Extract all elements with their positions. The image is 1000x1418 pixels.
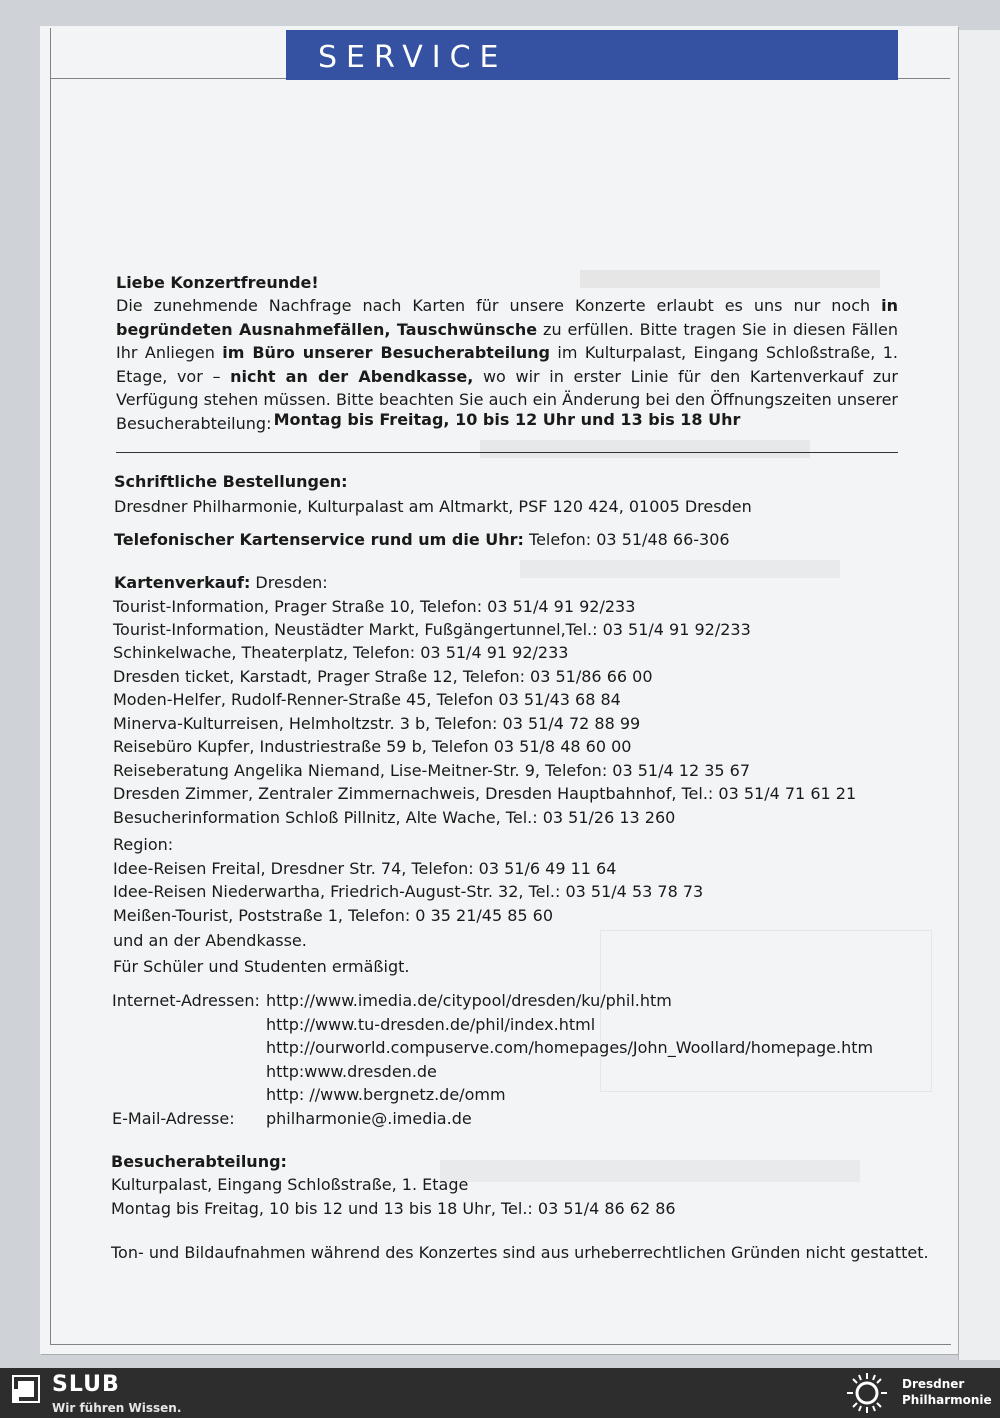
- list-item: Reisebüro Kupfer, Industriestraße 59 b, Telefon 03 51/8 48 60 00: [113, 737, 632, 756]
- list-item: Meißen-Tourist, Poststraße 1, Telefon: 0 35 21/45 85 60: [113, 906, 554, 925]
- list-item: Idee-Reisen Freital, Dresdner Str. 74, Telefon: 03 51/6 49 11 64: [113, 859, 617, 878]
- recording-notice: Ton- und Bildaufnahmen während des Konzertes sind aus urheberrechtlichen Gründen nicht gestattet.: [111, 1243, 929, 1262]
- orchestra-name: [902, 1376, 992, 1408]
- visitor-dept-heading: Besucherabteilung:: [111, 1152, 287, 1171]
- url-link[interactable]: http: //www.bergnetz.de/omm: [266, 1085, 506, 1104]
- list-item: Moden-Helfer, Rudolf-Renner-Straße 45, Telefon 03 51/43 68 84: [113, 690, 621, 709]
- divider: [116, 452, 898, 453]
- visitor-dept-address: Kulturpalast, Eingang Schloßstraße, 1. Etage: [111, 1175, 469, 1194]
- list-item: Schinkelwache, Theaterplatz, Telefon: 03 51/4 91 92/233: [113, 643, 569, 662]
- intro-text-2: zu erfüllen. Bitte tragen Sie in diesen Fällen Ihr Anliegen: [116, 319, 899, 362]
- list-item: Besucherinformation Schloß Pillnitz, Alte Wache, Tel.: 03 51/26 13 260: [113, 808, 676, 827]
- list-item: Dresden Zimmer, Zentraler Zimmernachweis, Dresden Hauptbahnhof, Tel.: 03 51/4 71 61 21: [113, 784, 857, 803]
- url-link[interactable]: http://www.tu-dresden.de/phil/index.html: [266, 1015, 596, 1034]
- url-link[interactable]: http://www.imedia.de/citypool/dresden/ku/phil.htm: [266, 991, 672, 1010]
- slub-logo-icon: [12, 1375, 40, 1403]
- discount-note: Für Schüler und Studenten ermäßigt.: [113, 957, 410, 976]
- orchestra-name-line1: Dresdner: [902, 1377, 965, 1391]
- library-tagline: Wir führen Wissen.: [52, 1401, 182, 1415]
- phone-service-number: Telefon: 03 51/48 66-306: [523, 530, 730, 549]
- phone-service: [114, 528, 730, 551]
- orchestra-name-line2: Philharmonie: [902, 1393, 992, 1407]
- url-link[interactable]: http://ourworld.compuserve.com/homepages/John_Woollard/homepage.htm: [266, 1038, 874, 1057]
- region-label: Region:: [113, 835, 174, 854]
- intro-text-4: wo wir in erster Linie für den Kartenverkauf zur Verfügung stehen müssen. Bitte beachten Sie auch ein Änderung bei den Öffnungszeiten unserer Besucherabteilung:: [116, 366, 899, 433]
- list-item: Tourist-Information, Neustädter Markt, Fußgängertunnel,Tel.: 03 51/4 91 92/233: [113, 620, 751, 639]
- footer-bar: [0, 1368, 1000, 1418]
- service-header-band: [286, 30, 898, 80]
- intro-bold-1: in begründeten Ausnahmefällen, Tauschwünsche: [116, 296, 898, 339]
- sales-city: Dresden:: [250, 573, 328, 592]
- orders-address: Dresdner Philharmonie, Kulturpalast am Altmarkt, PSF 120 424, 01005 Dresden: [114, 497, 752, 516]
- list-item: Tourist-Information, Prager Straße 10, Telefon: 03 51/4 91 92/233: [113, 597, 636, 616]
- intro-bold-2: im Büro unserer Besucherabteilung: [222, 343, 550, 362]
- visitor-dept-hours: Montag bis Freitag, 10 bis 12 und 13 bis 18 Uhr, Tel.: 03 51/4 86 62 86: [111, 1199, 676, 1218]
- email-label: E-Mail-Adresse:: [112, 1109, 235, 1128]
- url-link[interactable]: http:www.dresden.de: [266, 1062, 437, 1081]
- internet-label: Internet-Adressen:: [112, 991, 260, 1010]
- facing-page-edge: [958, 30, 1000, 1360]
- orders-heading: Schriftliche Bestellungen:: [114, 472, 348, 491]
- greeting: Liebe Konzertfreunde!: [116, 273, 319, 292]
- list-item: Reiseberatung Angelika Niemand, Lise-Meitner-Str. 9, Telefon: 03 51/4 12 35 67: [113, 761, 751, 780]
- sales-heading: [114, 571, 328, 594]
- list-item: und an der Abendkasse.: [113, 931, 307, 950]
- email-address[interactable]: philharmonie@.imedia.de: [266, 1109, 472, 1128]
- list-item: Idee-Reisen Niederwartha, Friedrich-August-Str. 32, Tel.: 03 51/4 53 78 73: [113, 882, 704, 901]
- intro-bold-3: nicht an der Abendkasse,: [230, 366, 474, 386]
- intro-text-3: im Kulturpalast, Eingang Schloßstraße, 1. Etage, vor –: [116, 343, 899, 386]
- phone-service-label: Telefonischer Kartenservice rund um die Uhr:: [114, 530, 524, 549]
- intro-text-1: Die zunehmende Nachfrage nach Karten für unsere Konzerte erlaubt es uns nur noch: [116, 296, 882, 315]
- section-title: SERVICE: [318, 40, 508, 75]
- opening-hours: Montag bis Freitag, 10 bis 12 Uhr und 13 bis 18 Uhr: [273, 410, 741, 429]
- list-item: Minerva-Kulturreisen, Helmholtzstr. 3 b, Telefon: 03 51/4 72 88 99: [113, 714, 641, 733]
- orchestra-logo-icon: [842, 1371, 892, 1415]
- sales-label: Kartenverkauf:: [114, 573, 251, 592]
- library-name: SLUB: [52, 1372, 120, 1397]
- list-item: Dresden ticket, Karstadt, Prager Straße 12, Telefon: 03 51/86 66 00: [113, 667, 653, 686]
